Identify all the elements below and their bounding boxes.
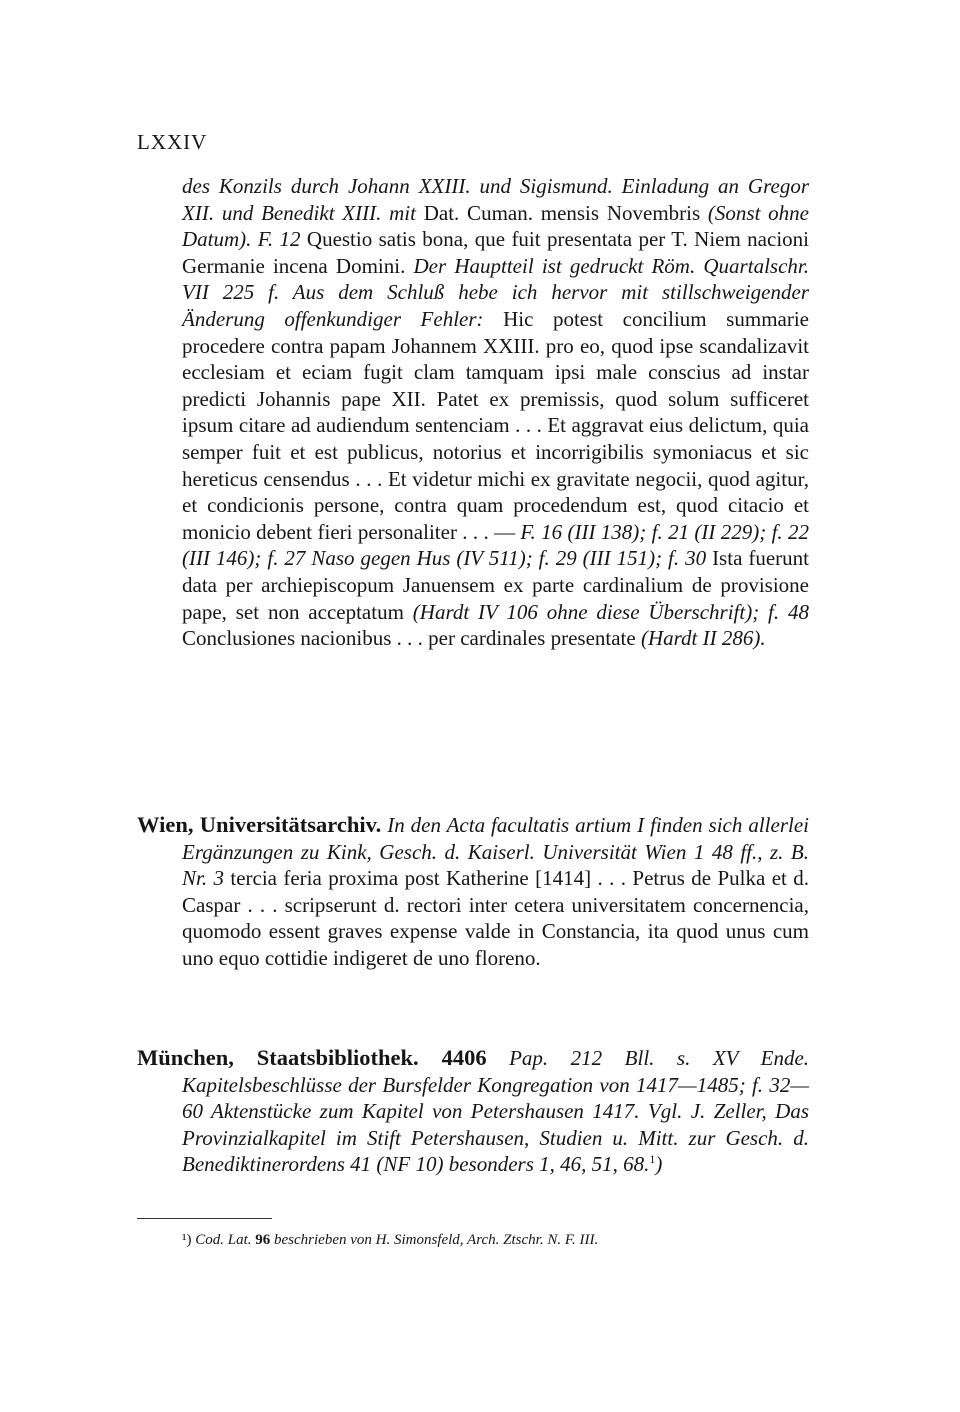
konzil-italic-6: (Hardt II 286). bbox=[640, 626, 766, 651]
muenchen-shelfmark: 4406 bbox=[418, 1045, 487, 1070]
muenchen-italic: Pap. 212 Bll. s. XV Ende. Kapitelsbeschlüsse der Bursfelder Kongregation von 1417—1485; f. 32—60 Aktenstücke zum Kapitel von Petershausen 1417. Vgl. J. Zeller, Das Provinzialkapitel im Stift Petershausen, Studien u. Mitt. zur Gesch. d. Benediktinerordens 41 (NF 10) besonders 1, 46, 51, 68. bbox=[182, 1046, 810, 1177]
footnote-number: 96 bbox=[255, 1232, 271, 1248]
konzil-paragraph bbox=[182, 173, 809, 652]
footnote bbox=[182, 1230, 809, 1250]
wien-heading: Wien, Universitätsarchiv. bbox=[137, 812, 382, 837]
konzil-text-4: Ista fuerunt data per archiepiscopum Januensem ex parte cardinalium de provisione pape, set non acceptatum bbox=[182, 546, 809, 624]
wien-text: tercia feria proxima post Katherine [1414] . . . Petrus de Pulka et d. Caspar . . . scripserunt d. rectori inter cetera universitatem concernencia, quomodo essent graves expense valde in Constancia, ita quod unus cum uno equo cottidie indigeret de uno floreno. bbox=[182, 866, 809, 970]
konzil-text-3: Hic potest concilium summarie procedere contra papam Johannem XXIII. pro eo, quod ipse scandalizavit ecclesiam et eciam fugit clam tamquam ipsi male conscius ad instar predicti Johannis pape XII. Patet ex premissis, quod solum sufficeret ipsum citare ad audiendum sentenciam . . . Et aggravat eius delictum, quia semper fuit et est publicus, notorius et incorrigibilis symoniacus et sic hereticus censendus . . . Et videtur michi ex gravitate negocii, quod agitur, et condicionis persone, contra quam procedendum est, quod citacio et monicio debent fieri personaliter . . . — bbox=[182, 306, 809, 544]
wien-paragraph bbox=[137, 812, 809, 972]
wien-italic: In den Acta facultatis artium I finden sich allerlei Ergänzungen zu Kink, Gesch. d. Kaiserl. Universität Wien 1 48 ff., z. B. Nr. 3 bbox=[182, 813, 809, 891]
konzil-text-2: Questio satis bona, que fuit presentata per T. Niem nacioni Germanie incena Domini. bbox=[182, 227, 809, 278]
konzil-italic-5: (Hardt IV 106 ohne diese Überschrift); f. 48 bbox=[412, 599, 810, 624]
footnote-italic-1: Cod. Lat. bbox=[191, 1232, 256, 1248]
konzil-italic-2: (Sonst ohne Datum). F. 12 bbox=[182, 200, 810, 252]
muenchen-heading: München, Staatsbibliothek. bbox=[137, 1045, 419, 1070]
footnote-marker: ¹) bbox=[182, 1232, 192, 1248]
konzil-text-5: Conclusiones nacionibus . . . per cardinales presentate bbox=[182, 626, 641, 651]
konzil-text-1: Dat. Cuman. mensis Novembris bbox=[415, 200, 708, 225]
konzil-italic-3: Der Hauptteil ist gedruckt Röm. Quartalschr. VII 225 f. Aus dem Schluß hebe ich hervor mit stillschweigender Änderung offenkundiger Fehler: bbox=[182, 253, 809, 331]
footnote-divider bbox=[137, 1218, 272, 1219]
wien-entry bbox=[137, 812, 809, 972]
footnote-reference: 1 bbox=[649, 1152, 656, 1167]
muenchen-entry bbox=[137, 1045, 809, 1178]
konzil-italic-1: des Konzils durch Johann XXIII. und Sigismund. Einladung an Gregor XII. und Benedikt XIII. mit bbox=[182, 174, 809, 225]
footnote-italic-2: beschrieben von H. Simonsfeld, Arch. Ztschr. N. F. III. bbox=[270, 1232, 599, 1248]
page-number: LXXIV bbox=[137, 130, 208, 154]
muenchen-paragraph bbox=[137, 1045, 809, 1178]
konzil-italic-4: F. 16 (III 138); f. 21 (II 229); f. 22 (III 146); f. 27 Naso gegen Hus (IV 511); f. 29 (III 151); f. 30 bbox=[182, 519, 809, 571]
muenchen-closing: ) bbox=[655, 1152, 663, 1177]
